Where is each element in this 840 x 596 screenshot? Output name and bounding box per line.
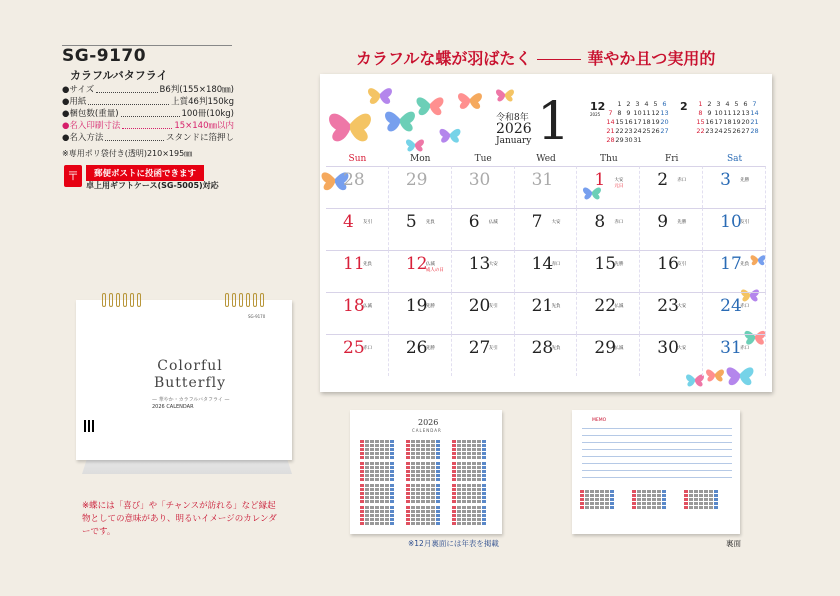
mini-day: 8 — [698, 109, 703, 117]
holiday-label: 元日 — [614, 184, 624, 189]
rokuyo-label: 大安 — [488, 262, 498, 267]
rokuyo-label: 友引 — [677, 262, 687, 267]
day-cell — [452, 334, 515, 376]
mini-day: 15 — [615, 118, 624, 126]
spec-leader — [105, 132, 164, 141]
mini-calendar-prev — [590, 100, 680, 150]
mini-day: 25 — [723, 127, 732, 135]
desk-cover-year: 2026 CALENDAR — [152, 404, 194, 410]
butterfly-icon — [417, 97, 444, 115]
mini-prev-grid — [606, 100, 669, 144]
mini-day: 9 — [707, 109, 712, 117]
rokuyo-label: 大安 — [614, 178, 624, 183]
day-cell — [452, 208, 515, 250]
thumb-front-label: CALENDAR — [412, 428, 442, 433]
spec-leader — [88, 96, 169, 105]
day-number: 28 — [531, 338, 554, 358]
day-cell — [640, 166, 703, 208]
rokuyo-label: 赤口 — [740, 346, 750, 351]
mini-day — [642, 136, 651, 144]
post-mark-icon — [64, 165, 82, 187]
mini-day: 16 — [624, 118, 633, 126]
memo-line — [582, 456, 732, 457]
spec-value: B6判(155×180㎜) — [159, 85, 234, 95]
weekday-label: Wed — [536, 154, 556, 164]
day-number: 8 — [594, 212, 606, 232]
day-cell — [640, 292, 703, 334]
mini-day: 5 — [653, 100, 658, 108]
mini-day: 6 — [743, 100, 748, 108]
era-label: 令和8年 — [496, 113, 529, 123]
day-cell — [577, 292, 640, 334]
day-number: 14 — [531, 254, 554, 274]
mini-day: 8 — [617, 109, 622, 117]
day-number: 29 — [594, 338, 617, 358]
mini-day: 20 — [660, 118, 669, 126]
mini-day: 3 — [716, 100, 721, 108]
day-cell — [326, 292, 389, 334]
rokuyo-label: 先負 — [551, 304, 561, 309]
ring-icon — [123, 293, 127, 307]
headline-sub: 華やか且つ実用的 — [587, 49, 716, 68]
ring-icon — [225, 293, 229, 307]
desk-cover-code: SG-9170 — [248, 314, 266, 319]
day-cell — [389, 334, 452, 376]
day-number: 9 — [657, 212, 669, 232]
day-cell — [640, 334, 703, 376]
rokuyo-label: 友引 — [740, 220, 750, 225]
mini-day: 20 — [741, 118, 750, 126]
mini-next-grid — [696, 100, 759, 135]
butterfly-icon — [458, 93, 482, 109]
spec-leader — [122, 120, 172, 129]
rokuyo-label: 大安 — [677, 346, 687, 351]
rokuyo-label: 先勝 — [425, 346, 435, 351]
day-cell — [577, 250, 640, 292]
qr-code-icon — [84, 420, 96, 432]
mini-day: 19 — [651, 118, 660, 126]
mini-day: 10 — [714, 109, 723, 117]
mini-next-month: 2 — [680, 100, 688, 113]
mini-day: 21 — [750, 118, 759, 126]
gift-note: 卓上用ギフトケース(SG-5005)対応 — [86, 181, 219, 190]
mini-day: 12 — [651, 109, 660, 117]
day-number: 28 — [343, 170, 365, 190]
day-cell — [703, 292, 766, 334]
mini-day: 18 — [642, 118, 651, 126]
mini-day: 21 — [606, 127, 615, 135]
day-number: 13 — [468, 254, 491, 274]
back-mini-month — [632, 490, 667, 509]
day-cell — [452, 292, 515, 334]
day-cell — [577, 208, 640, 250]
rokuyo-label: 友引 — [488, 346, 498, 351]
rokuyo-label: 大安 — [551, 220, 561, 225]
day-cell — [326, 250, 389, 292]
spec-leader — [96, 84, 157, 93]
spec-key: ●梱包数(重量) — [62, 109, 119, 119]
memo-line — [582, 470, 732, 471]
day-cell — [703, 208, 766, 250]
day-grid — [326, 166, 766, 376]
mini-day: 2 — [707, 100, 712, 108]
day-number: 27 — [468, 338, 491, 358]
thumb-front-year: 2026 — [418, 418, 439, 427]
rokuyo-label: 赤口 — [614, 220, 624, 225]
spec-leader — [121, 108, 180, 117]
day-number: 24 — [720, 296, 742, 316]
day-cell — [326, 334, 389, 376]
ring-icon — [246, 293, 250, 307]
day-number: 22 — [594, 296, 617, 316]
day-number: 2 — [657, 170, 669, 190]
spec-row — [62, 132, 234, 144]
ring-icon — [130, 293, 134, 307]
year-label: 2026 — [496, 121, 532, 137]
weekday-label: Tue — [474, 154, 492, 164]
rokuyo-label: 大安 — [677, 304, 687, 309]
rokuyo-label: 仏滅 — [425, 262, 435, 267]
spec-row — [62, 96, 234, 108]
weekday-label: Fri — [664, 154, 679, 164]
mini-day: 1 — [698, 100, 703, 108]
day-number: 30 — [468, 170, 491, 190]
rokuyo-label: 赤口 — [551, 262, 561, 267]
day-number: 7 — [531, 212, 543, 232]
year-overview-month — [452, 462, 487, 481]
desk-cover-title-line2: Butterfly — [153, 375, 227, 391]
day-cell — [389, 250, 452, 292]
butterfly-icon — [385, 112, 415, 132]
mini-day: 18 — [723, 118, 732, 126]
mini-day: 26 — [732, 127, 741, 135]
mini-day: 15 — [696, 118, 705, 126]
bag-note: ※専用ポリ袋付き(透明)210×195㎜ — [62, 149, 193, 158]
mini-day: 11 — [723, 109, 732, 117]
mini-day: 17 — [633, 118, 642, 126]
day-number: 23 — [657, 296, 679, 316]
rokuyo-label: 仏滅 — [614, 346, 624, 351]
day-number: 16 — [657, 254, 679, 274]
day-number: 18 — [343, 296, 365, 316]
day-cell — [515, 334, 578, 376]
butterfly-icon — [329, 114, 371, 142]
day-cell — [326, 208, 389, 250]
mini-day: 14 — [750, 109, 759, 117]
rokuyo-label: 赤口 — [363, 346, 372, 351]
day-number: 30 — [657, 338, 679, 358]
year-overview-month — [452, 484, 487, 503]
mini-day: 22 — [696, 127, 705, 135]
spec-row — [62, 84, 234, 96]
mini-day: 7 — [608, 109, 613, 117]
rokuyo-label: 先勝 — [614, 262, 624, 267]
day-number: 31 — [720, 338, 742, 358]
spec-value: 100冊(10kg) — [181, 109, 234, 119]
spec-value: 上質46判150kg — [171, 97, 234, 107]
mini-day: 5 — [734, 100, 739, 108]
mini-day: 17 — [714, 118, 723, 126]
weekday-label: Sun — [348, 154, 367, 164]
rokuyo-label: 仏滅 — [363, 304, 372, 309]
mini-day: 25 — [642, 127, 651, 135]
day-number: 19 — [405, 296, 428, 316]
mini-day: 23 — [705, 127, 714, 135]
mini-day: 28 — [606, 136, 615, 144]
rokuyo-label: 友引 — [363, 220, 372, 225]
mini-day — [651, 136, 660, 144]
mini-day: 11 — [642, 109, 651, 117]
day-cell — [515, 292, 578, 334]
mini-day: 6 — [662, 100, 667, 108]
day-cell — [389, 166, 452, 208]
post-badge: 郵便ポストに投函できます — [86, 165, 204, 181]
back-mini-calendars — [580, 490, 730, 526]
spec-value: 15×140㎜以内 — [174, 121, 234, 131]
mini-day: 26 — [651, 127, 660, 135]
desk-cover-title — [140, 358, 240, 392]
mini-prev-month: 12 — [590, 100, 606, 113]
spec-row — [62, 120, 234, 132]
year-overview-month — [360, 440, 395, 459]
month-english: January — [496, 136, 532, 146]
memo-line — [582, 449, 732, 450]
ring-icon — [102, 293, 106, 307]
day-cell — [389, 292, 452, 334]
mini-day: 31 — [633, 136, 642, 144]
ring-icon — [137, 293, 141, 307]
mini-calendar-next — [680, 100, 770, 150]
mini-day: 9 — [626, 109, 631, 117]
day-number: 31 — [531, 170, 554, 190]
year-overview-month — [452, 440, 487, 459]
back-mini-month — [684, 490, 719, 509]
mini-day: 10 — [633, 109, 642, 117]
year-overview-month — [406, 462, 441, 481]
mini-day: 1 — [617, 100, 622, 108]
rokuyo-label: 先負 — [740, 262, 750, 267]
holiday-label: 成人の日 — [425, 268, 444, 273]
weekday-label: Thu — [600, 154, 618, 164]
year-overview-month — [406, 484, 441, 503]
product-name: カラフルバタフライ — [70, 69, 168, 82]
back-mini-month — [580, 490, 615, 509]
day-cell — [515, 250, 578, 292]
mini-day: 13 — [660, 109, 669, 117]
mini-day: 24 — [633, 127, 642, 135]
weekday-label: Mon — [410, 154, 431, 164]
desk-cover-subtitle: — 華やか・カラフルバタフライ — — [152, 397, 230, 403]
mini-day: 7 — [752, 100, 757, 108]
year-overview-month — [452, 506, 487, 525]
butterfly-icon — [686, 375, 704, 387]
year-overview-grid — [360, 440, 496, 528]
day-cell — [703, 334, 766, 376]
memo-line — [582, 477, 732, 478]
day-cell — [640, 250, 703, 292]
day-cell — [452, 166, 515, 208]
ring-icon — [109, 293, 113, 307]
memo-line — [582, 442, 732, 443]
butterfly-icon — [368, 88, 392, 104]
headline — [356, 46, 715, 69]
mini-day: 29 — [615, 136, 624, 144]
day-number: 17 — [720, 254, 742, 274]
memo-label: MEMO — [592, 418, 607, 423]
footnote: ※蝶には「喜び」や「チャンスが訪れる」など縁起物としての意味があり、明るいイメージのカレンダーです。 — [82, 501, 277, 537]
mini-day: 4 — [725, 100, 730, 108]
caption-front: ※12月裏面には年表を掲載 — [408, 539, 499, 548]
headline-dash — [537, 59, 581, 60]
mini-day — [660, 136, 669, 144]
mini-day: 19 — [732, 118, 741, 126]
day-number: 15 — [594, 254, 617, 274]
headline-main: カラフルな蝶が羽ばたく — [356, 49, 532, 68]
day-cell — [326, 166, 389, 208]
day-cell — [515, 208, 578, 250]
spec-key: ●サイズ — [62, 85, 95, 95]
spec-row — [62, 108, 234, 120]
year-overview-month — [360, 462, 395, 481]
day-number: 12 — [405, 254, 428, 274]
mini-day: 12 — [732, 109, 741, 117]
year-overview-month — [406, 506, 441, 525]
day-number: 5 — [405, 212, 417, 232]
memo-line — [582, 463, 732, 464]
spec-key: ●名入方法 — [62, 133, 104, 143]
weekday-header — [326, 154, 766, 164]
mini-day: 23 — [624, 127, 633, 135]
mini-day: 3 — [635, 100, 640, 108]
butterfly-icon — [406, 140, 424, 152]
mini-day: 27 — [741, 127, 750, 135]
day-number: 26 — [405, 338, 428, 358]
year-overview-month — [360, 484, 395, 503]
memo-line — [582, 428, 732, 429]
mini-day: 16 — [705, 118, 714, 126]
mini-day: 13 — [741, 109, 750, 117]
weekday-label: Sat — [726, 154, 743, 164]
rokuyo-label: 先負 — [425, 220, 435, 225]
rokuyo-label: 先勝 — [425, 304, 435, 309]
day-cell — [640, 208, 703, 250]
day-number: 29 — [405, 170, 428, 190]
ring-icon — [239, 293, 243, 307]
spec-key: ●名入印刷寸法 — [62, 121, 121, 131]
butterfly-icon — [496, 90, 514, 102]
day-cell — [577, 334, 640, 376]
spec-value: スタンドに箔押し — [165, 133, 234, 143]
mini-day: 24 — [714, 127, 723, 135]
ring-icon — [232, 293, 236, 307]
day-cell — [389, 208, 452, 250]
mini-day: 14 — [606, 118, 615, 126]
mini-day: 30 — [624, 136, 633, 144]
spec-list — [62, 84, 234, 144]
day-cell — [703, 166, 766, 208]
caption-back: 裏面 — [726, 539, 741, 548]
product-code: SG-9170 — [62, 46, 147, 66]
day-number: 20 — [468, 296, 491, 316]
rokuyo-label: 友引 — [488, 304, 498, 309]
desk-cover-title-line1: Colorful — [157, 358, 223, 374]
rokuyo-label: 先負 — [551, 346, 561, 351]
day-number: 4 — [343, 212, 354, 232]
rokuyo-label: 先勝 — [740, 178, 750, 183]
mini-day: 4 — [644, 100, 649, 108]
year-overview-month — [406, 440, 441, 459]
mini-day — [606, 100, 615, 108]
rokuyo-label: 先勝 — [677, 220, 687, 225]
butterfly-icon — [440, 129, 461, 143]
day-number: 6 — [468, 212, 480, 232]
rokuyo-label: 先負 — [363, 262, 372, 267]
year-overview-month — [360, 506, 395, 525]
day-number: 1 — [594, 170, 606, 190]
day-cell — [577, 166, 640, 208]
day-number: 11 — [343, 254, 365, 274]
ring-icon — [253, 293, 257, 307]
rokuyo-label: 赤口 — [677, 178, 687, 183]
day-number: 21 — [531, 296, 554, 316]
memo-line — [582, 435, 732, 436]
spec-key: ●用紙 — [62, 97, 87, 107]
day-number: 25 — [343, 338, 365, 358]
mini-day: 22 — [615, 127, 624, 135]
rokuyo-label: 赤口 — [740, 304, 750, 309]
day-cell — [703, 250, 766, 292]
ring-icon — [260, 293, 264, 307]
month-number: 1 — [537, 92, 571, 152]
ring-icon — [116, 293, 120, 307]
mini-prev-year: 2025 — [590, 112, 601, 117]
day-cell — [452, 250, 515, 292]
day-cell — [515, 166, 578, 208]
mini-day: 2 — [626, 100, 631, 108]
day-number: 10 — [720, 212, 742, 232]
rokuyo-label: 仏滅 — [614, 304, 624, 309]
rokuyo-label: 仏滅 — [488, 220, 498, 225]
mini-day: 27 — [660, 127, 669, 135]
day-number: 3 — [720, 170, 731, 190]
mini-day: 28 — [750, 127, 759, 135]
